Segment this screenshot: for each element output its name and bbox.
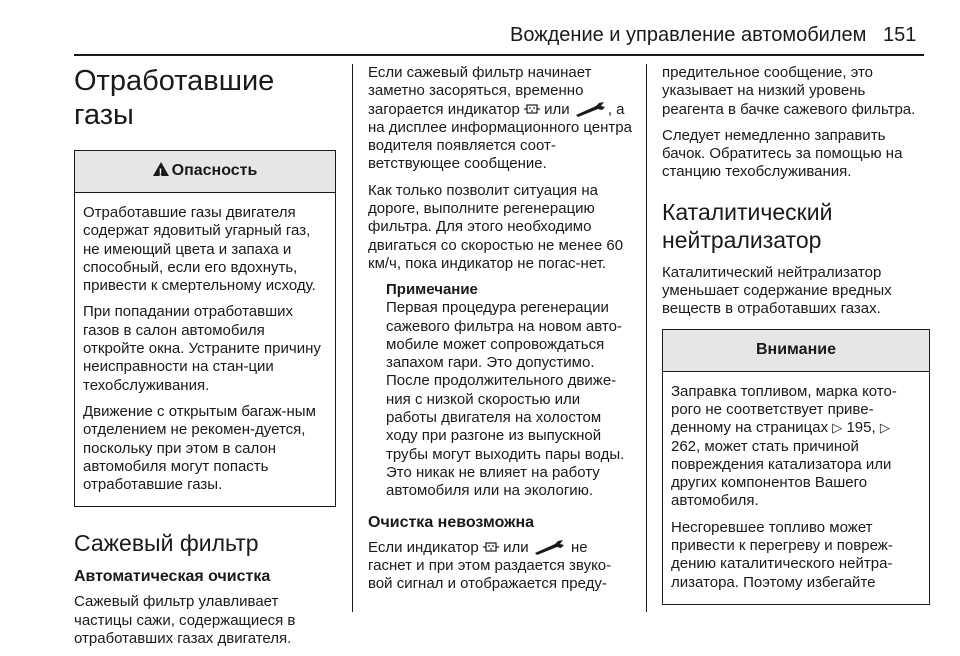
page-reference[interactable]: 262 — [671, 437, 697, 455]
caution-box — [662, 329, 930, 605]
section-heading-particulate-filter: Сажевый фильтр — [74, 530, 259, 557]
caution-box-header: Внимание — [663, 330, 929, 372]
danger-box — [74, 150, 336, 507]
note-text: Первая процедура регенерации сажевого фильтра на новом авто-мобиле может сопровождаться запахом гари. Это допустимо. После продолжительного движе-ния с низкой скоростью или работы двигателя на холостом ходу при разгоне из выпускной трубы могут выходить пары воды. Это никак не влияет на работу автомобиля или на экологию. — [386, 299, 625, 500]
column-divider-1 — [352, 64, 353, 612]
wrench-service-icon — [574, 101, 608, 117]
page-reference-arrow-icon: ▷ — [879, 420, 890, 436]
running-header-title: Вождение и управление автомобилем — [510, 24, 867, 46]
danger-paragraph: При попадании отработавших газов в салон автомобиля откройте окна. Устраните причину неисправности на стан-ции техобслуживания. — [83, 303, 321, 394]
text-span: или — [503, 538, 529, 556]
page-reference-arrow-icon: ▷ — [832, 420, 843, 436]
danger-paragraph: Движение с открытым багаж-ным отделением не рекомен-дуется, поскольку при этом в салон автомобиля могут попасть отработавшие газы. — [83, 402, 316, 494]
body-paragraph: Сажевый фильтр улавливает частицы сажи, содержащиеся в отработавших газах двигателя. — [74, 593, 296, 648]
text-span: Заправка топливом, марка кото-рого не соответствует приве-денному на страницах — [671, 382, 897, 437]
column-1 — [74, 64, 336, 656]
warning-triangle-icon — [153, 162, 169, 176]
body-paragraph: предительное сообщение, это указывает на низкий уровень реагента в бачке сажевого фильтра. — [662, 64, 916, 118]
header-rule — [74, 54, 924, 56]
text-span: Если сажевый фильтр начинает заметно засоряться, временно загорается индикатор — [368, 64, 592, 118]
text-span: Если индикатор — [368, 538, 479, 556]
danger-paragraph: Отработавшие газы двигателя содержат ядовитый угарный газ, не имеющий цвета и запаха и способный, если его вдохнуть, привести к смертельному исходу. — [83, 204, 316, 295]
text-span: , — [871, 419, 876, 437]
note-block — [368, 281, 632, 500]
diesel-particulate-filter-icon — [483, 540, 499, 554]
caution-paragraph — [671, 383, 921, 511]
body-paragraph: Как только позволит ситуация на дороге, выполните регенерацию фильтра. Для этого необходимо двигаться со скоростью не менее 60 км/ч, пока индикатор не погас-нет. — [368, 181, 624, 272]
column-divider-2 — [646, 64, 647, 612]
column-2 — [368, 64, 632, 601]
page-header — [0, 0, 960, 52]
wrench-service-icon — [533, 539, 567, 555]
column-3 — [662, 64, 930, 613]
text-span: , может стать причиной повреждения катализатора или других компонентов Вашего автомобиля. — [671, 437, 892, 510]
caution-paragraph: Несгоревшее топливо может привести к перегреву и повреж-дению каталитического нейтра-лизатора. Поэтому избегайте — [671, 518, 893, 591]
note-title: Примечание — [386, 281, 478, 299]
sub-heading-cleaning-impossible: Очистка невозможна — [368, 513, 535, 531]
body-paragraph: Каталитический нейтрализатор уменьшает содержание вредных веществ в отработавших газах. — [662, 263, 892, 318]
body-paragraph: Следует немедленно заправить бачок. Обратитесь за помощью на станцию техобслуживания. — [662, 126, 903, 181]
text-span: или — [544, 100, 570, 118]
section-heading-exhaust: Отработавшие газы — [74, 65, 275, 131]
danger-box-header — [75, 151, 335, 193]
body-paragraph — [368, 539, 632, 594]
page-number: 151 — [883, 24, 917, 46]
danger-box-body — [75, 193, 335, 506]
danger-label: Опасность — [171, 162, 258, 179]
diesel-particulate-filter-icon — [524, 102, 540, 116]
text-span: , а на дисплее информационного центра водителя появляется соот-ветствующее сообщение. — [368, 100, 632, 173]
section-heading-catalytic-converter: Каталитический нейтрализатор — [662, 198, 833, 253]
page-reference[interactable]: 195 — [846, 419, 872, 437]
sub-heading-auto-cleaning: Автоматическая очистка — [74, 568, 271, 586]
body-paragraph — [368, 64, 632, 174]
caution-box-body — [663, 372, 929, 604]
text-span: не гаснет и при этом раздается звуко-вой сигнал и отображается преду- — [368, 538, 612, 593]
